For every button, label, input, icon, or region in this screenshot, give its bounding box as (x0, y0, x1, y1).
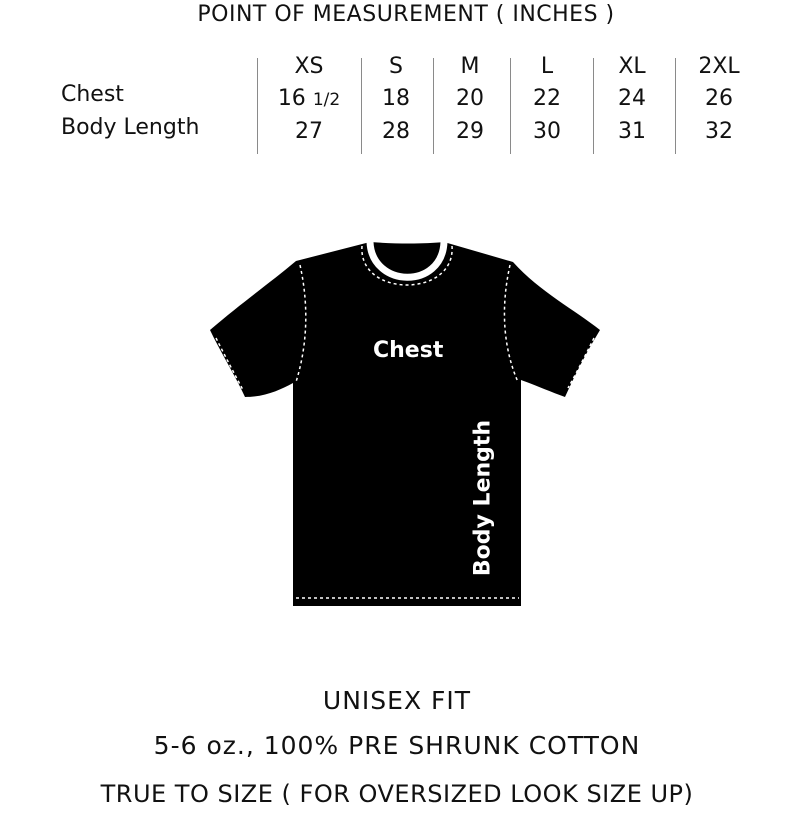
size-header: L (540, 54, 554, 79)
fabric-text: 5-6 oz., 100% PRE SHRUNK COTTON (153, 731, 641, 760)
size-header: M (460, 54, 480, 79)
chest-label: Chest (373, 338, 444, 363)
length-value: 30 (533, 119, 561, 144)
sizing-note: TRUE TO SIZE ( FOR OVERSIZED LOOK SIZE UP) (100, 780, 694, 808)
length-value: 29 (456, 119, 484, 144)
size-column-s (356, 50, 436, 148)
size-column-m (430, 50, 510, 148)
column-divider (675, 58, 676, 154)
size-chart-table (0, 0, 794, 160)
size-column-l (507, 50, 587, 148)
size-column-xs (269, 50, 349, 148)
size-column-2xl (679, 50, 759, 148)
chest-value: 26 (705, 86, 733, 111)
size-column-xl (592, 50, 672, 148)
size-header: 2XL (698, 54, 740, 79)
length-value: 32 (705, 119, 733, 144)
tshirt-body (210, 242, 600, 606)
fit-text: UNISEX FIT (322, 686, 472, 715)
chest-value: 22 (533, 86, 561, 111)
size-header: XL (618, 54, 646, 79)
chest-fraction: 1/2 (312, 90, 341, 110)
chest-value: 16 1/2 (277, 86, 341, 111)
size-header: S (389, 54, 403, 79)
body-length-label: Body Length (470, 419, 496, 577)
row-label-body-length: Body Length (61, 115, 200, 140)
chest-value: 20 (456, 86, 484, 111)
chest-value: 24 (618, 86, 646, 111)
length-value: 28 (382, 119, 410, 144)
page-title: POINT OF MEASUREMENT ( INCHES ) (197, 2, 615, 27)
tshirt-diagram (205, 235, 605, 610)
column-divider (257, 58, 258, 154)
size-header: XS (294, 54, 324, 79)
length-value: 27 (295, 119, 323, 144)
row-label-chest: Chest (61, 82, 124, 107)
chest-value: 18 (382, 86, 410, 111)
length-value: 31 (618, 119, 646, 144)
